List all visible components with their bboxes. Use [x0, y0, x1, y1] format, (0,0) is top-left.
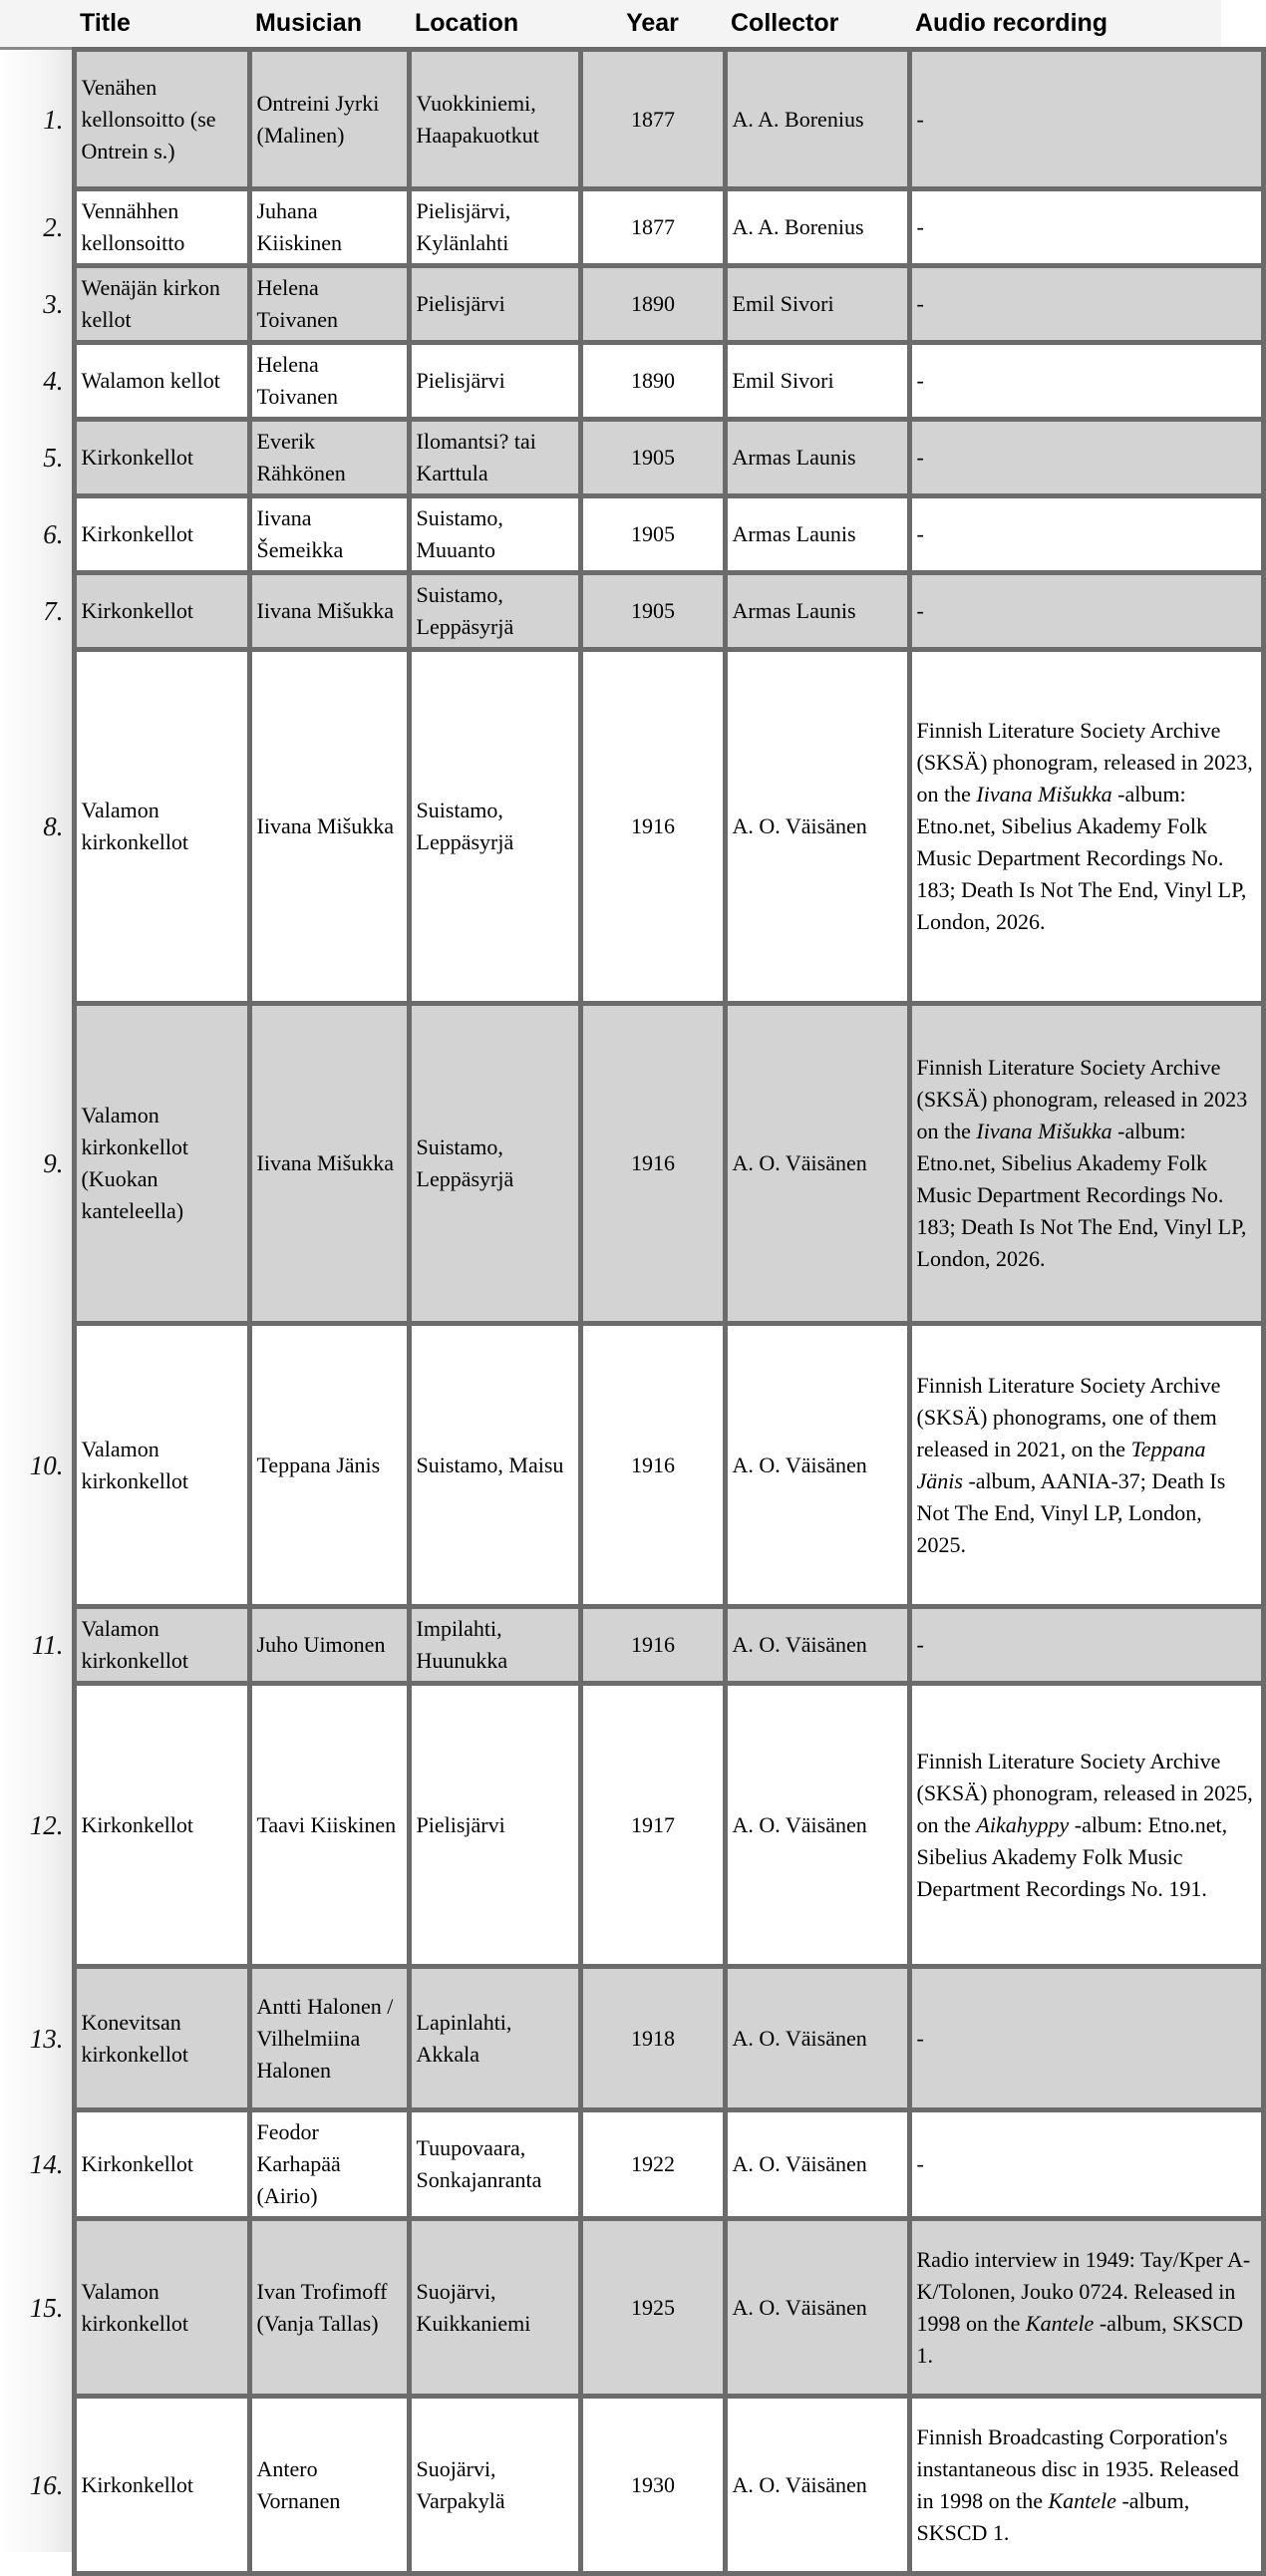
title-cell: Valamon kirkonkellot	[74, 2219, 249, 2397]
row-number: 7.	[43, 596, 64, 626]
audio-text: -album, SKSCD 1.	[916, 2310, 1244, 2368]
table-row	[2, 496, 1263, 573]
musician-cell: Ontreini Jyrki (Malinen)	[249, 50, 409, 189]
title-cell: Kirkonkellot	[74, 1684, 249, 1967]
location-cell: Tuupovaara, Sonkajanranta	[409, 2110, 580, 2219]
audio-cell	[909, 2219, 1263, 2397]
year-cell: 1922	[580, 2110, 725, 2219]
musician-cell: Iivana Šemeikka	[249, 496, 409, 573]
audio-text: Finnish Literature Society Archive (SKSÄ) phonograms, one of them released in 2021, on the	[916, 1372, 1221, 1461]
header-location: Location	[415, 9, 519, 37]
table-row	[2, 266, 1263, 343]
collector-cell: A. O. Väisänen	[725, 1967, 909, 2110]
collector-cell: A. O. Väisänen	[725, 2110, 909, 2219]
audio-text: Finnish Literature Society Archive (SKSÄ) phonogram, released in 2025, on the	[916, 1748, 1253, 1837]
year-cell: 1918	[580, 1967, 725, 2110]
album-name: Iivana Mišukka	[976, 782, 1112, 806]
collector-cell: A. O. Väisänen	[725, 1324, 909, 1607]
collector-cell: Emil Sivori	[725, 343, 909, 420]
location-cell: Vuokkiniemi, Haapakuotkut	[409, 50, 580, 189]
table-row	[2, 1967, 1263, 2110]
audio-cell	[909, 1684, 1263, 1967]
collector-cell: Armas Launis	[725, 420, 909, 496]
title-cell: Venähen kellonsoitto (se Ontrein s.)	[74, 50, 249, 189]
location-cell: Suistamo, Muuanto	[409, 496, 580, 573]
audio-cell: -	[909, 496, 1263, 573]
musician-cell: Antti Halonen / Vilhelmiina Halonen	[249, 1967, 409, 2110]
musician-cell: Everik Rähkönen	[249, 420, 409, 496]
title-cell: Wenäjän kirkon kellot	[74, 266, 249, 343]
musician-cell: Taavi Kiiskinen	[249, 1684, 409, 1967]
location-cell: Suojärvi, Varpakylä	[409, 2397, 580, 2574]
album-name: Teppana Jänis	[916, 1436, 1206, 1493]
table-row	[2, 1324, 1263, 1607]
album-name: Kantele	[1048, 2487, 1116, 2513]
collector-cell: A. O. Väisänen	[725, 1004, 909, 1324]
header-collector: Collector	[731, 9, 839, 37]
location-cell: Pielisjärvi, Kylänlahti	[409, 189, 580, 266]
musician-cell: Iivana Mišukka	[249, 1004, 409, 1324]
musician-cell: Iivana Mišukka	[249, 650, 409, 1004]
table-row	[2, 573, 1263, 650]
musician-cell: Helena Toivanen	[249, 266, 409, 343]
musician-cell: Iivana Mišukka	[249, 573, 409, 650]
collector-cell: A. O. Väisänen	[725, 2219, 909, 2397]
header-num	[2, 0, 74, 50]
year-cell: 1877	[580, 189, 725, 266]
title-cell: Kirkonkellot	[74, 2110, 249, 2219]
location-cell: Pielisjärvi	[409, 343, 580, 420]
audio-text: -album: Etno.net, Sibelius Akademy Folk Music Department Recordings No. 183; Death Is Not The End, Vinyl LP, London, 2026.	[916, 782, 1247, 934]
location-cell: Suistamo, Leppäsyrjä	[409, 573, 580, 650]
musician-cell: Helena Toivanen	[249, 343, 409, 420]
year-cell: 1890	[580, 343, 725, 420]
title-cell: Valamon kirkonkellot (Kuokan kanteleella)	[74, 1004, 249, 1324]
table-row	[2, 1684, 1263, 1967]
title-cell: Kirkonkellot	[74, 420, 249, 496]
audio-text: -album, AANIA-37; Death Is Not The End, Vinyl LP, London, 2025.	[916, 1467, 1226, 1557]
year-cell: 1916	[580, 1324, 725, 1607]
audio-cell	[909, 650, 1263, 1004]
row-number: 16.	[29, 2469, 64, 2500]
musician-cell: Ivan Trofimoff (Vanja Tallas)	[249, 2219, 409, 2397]
collector-cell: A. O. Väisänen	[725, 2397, 909, 2574]
title-cell: Kirkonkellot	[74, 573, 249, 650]
recordings-table	[2, 0, 1266, 2576]
musician-cell: Feodor Karhapää (Airio)	[249, 2110, 409, 2219]
audio-cell: -	[909, 266, 1263, 343]
location-cell: Pielisjärvi	[409, 1684, 580, 1967]
location-cell: Ilomantsi? tai Karttula	[409, 420, 580, 496]
header-audio-recording: Audio recording	[915, 9, 1108, 37]
title-cell: Walamon kellot	[74, 343, 249, 420]
collector-cell: A. O. Väisänen	[725, 1607, 909, 1684]
audio-text: Radio interview in 1949: Tay/Kper A-K/Tolonen, Jouko 0724. Released in 1998 on the	[916, 2246, 1251, 2336]
audio-cell: -	[909, 1967, 1263, 2110]
row-number: 13.	[29, 2023, 64, 2054]
table-row	[2, 2219, 1263, 2397]
musician-cell: Juho Uimonen	[249, 1607, 409, 1684]
musician-cell: Teppana Jänis	[249, 1324, 409, 1607]
audio-cell	[909, 1324, 1263, 1607]
audio-cell	[909, 2397, 1263, 2574]
audio-text: Finnish Literature Society Archive (SKSÄ) phonogram, released in 2023, on the	[916, 718, 1253, 806]
row-number: 9.	[43, 1148, 64, 1178]
table-row	[2, 420, 1263, 496]
header-musician: Musician	[255, 9, 362, 37]
collector-cell: Armas Launis	[725, 496, 909, 573]
year-cell: 1890	[580, 266, 725, 343]
year-cell: 1916	[580, 1607, 725, 1684]
album-name: Iivana Mišukka	[976, 1119, 1112, 1143]
location-cell: Lapinlahti, Akkala	[409, 1967, 580, 2110]
year-cell: 1930	[580, 2397, 725, 2574]
audio-text: -album: Etno.net, Sibelius Akademy Folk Music Department Recordings No. 183; Death Is Not The End, Vinyl LP, London, 2026.	[916, 1119, 1247, 1271]
table-row	[2, 50, 1263, 189]
row-number: 8.	[43, 811, 64, 841]
year-cell: 1916	[580, 1004, 725, 1324]
year-cell: 1916	[580, 650, 725, 1004]
row-number: 11.	[31, 1630, 64, 1660]
table-row	[2, 189, 1263, 266]
audio-cell: -	[909, 2110, 1263, 2219]
year-cell: 1905	[580, 420, 725, 496]
table-row	[2, 343, 1263, 420]
header-title: Title	[80, 9, 131, 37]
audio-cell: -	[909, 420, 1263, 496]
location-cell: Pielisjärvi	[409, 266, 580, 343]
musician-cell: Juhana Kiiskinen	[249, 189, 409, 266]
year-cell: 1877	[580, 50, 725, 189]
musician-cell: Antero Vornanen	[249, 2397, 409, 2574]
year-cell: 1925	[580, 2219, 725, 2397]
row-number: 5.	[43, 443, 64, 473]
year-cell: 1905	[580, 573, 725, 650]
audio-cell: -	[909, 50, 1263, 189]
location-cell: Suistamo, Leppäsyrjä	[409, 1004, 580, 1324]
title-cell: Kirkonkellot	[74, 496, 249, 573]
year-cell: 1917	[580, 1684, 725, 1967]
collector-cell: A. A. Borenius	[725, 189, 909, 266]
album-name: Aikahyppy	[976, 1811, 1070, 1837]
album-name: Kantele	[1025, 2310, 1095, 2336]
title-cell: Valamon kirkonkellot	[74, 1607, 249, 1684]
row-number: 1.	[43, 104, 64, 135]
location-cell: Suistamo, Leppäsyrjä	[409, 650, 580, 1004]
table-row	[2, 2397, 1263, 2574]
table-row	[2, 1004, 1263, 1324]
title-cell: Vennähhen kellonsoitto	[74, 189, 249, 266]
audio-cell: -	[909, 573, 1263, 650]
title-cell: Kirkonkellot	[74, 2397, 249, 2574]
row-number: 15.	[29, 2292, 64, 2323]
row-number: 3.	[43, 289, 64, 319]
title-cell: Valamon kirkonkellot	[74, 1324, 249, 1607]
collector-cell: Armas Launis	[725, 573, 909, 650]
title-cell: Valamon kirkonkellot	[74, 650, 249, 1004]
collector-cell: A. O. Väisänen	[725, 650, 909, 1004]
collector-cell: A. A. Borenius	[725, 50, 909, 189]
table-row	[2, 650, 1263, 1004]
table-row	[2, 1607, 1263, 1684]
collector-cell: A. O. Väisänen	[725, 1684, 909, 1967]
audio-text: -album: Etno.net, Sibelius Akademy Folk Music Department Recordings No. 191.	[916, 1811, 1228, 1901]
location-cell: Suojärvi, Kuikkaniemi	[409, 2219, 580, 2397]
header-year: Year	[626, 9, 679, 37]
title-cell: Konevitsan kirkonkellot	[74, 1967, 249, 2110]
location-cell: Suistamo, Maisu	[409, 1324, 580, 1607]
location-cell: Impilahti, Huunukka	[409, 1607, 580, 1684]
audio-cell: -	[909, 189, 1263, 266]
row-number: 10.	[29, 1449, 64, 1480]
row-number: 6.	[43, 519, 64, 549]
row-number: 14.	[29, 2149, 64, 2179]
collector-cell: Emil Sivori	[725, 266, 909, 343]
audio-cell: -	[909, 343, 1263, 420]
year-cell: 1905	[580, 496, 725, 573]
row-number: 2.	[43, 212, 64, 242]
audio-text: -album, SKSCD 1.	[916, 2487, 1190, 2545]
header-row	[2, 0, 1263, 50]
row-number: 4.	[43, 366, 64, 396]
audio-text: Finnish Literature Society Archive (SKSÄ) phonogram, released in 2023 on the	[916, 1055, 1248, 1143]
table-row	[2, 2110, 1263, 2219]
row-number: 12.	[29, 1809, 64, 1840]
audio-cell: -	[909, 1607, 1263, 1684]
audio-cell	[909, 1004, 1263, 1324]
audio-text: Finnish Broadcasting Corporation's instantaneous disc in 1935. Released in 1998 on the	[916, 2423, 1239, 2513]
